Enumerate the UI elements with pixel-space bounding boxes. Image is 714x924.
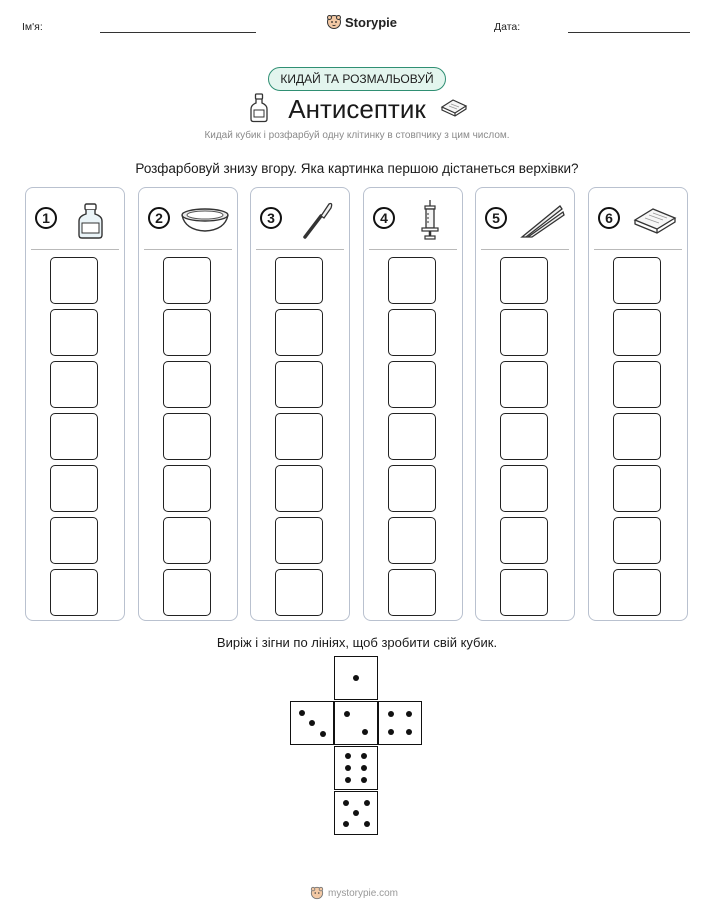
column-6 [588, 187, 688, 621]
column-1 [25, 187, 125, 621]
die-pip [320, 731, 326, 737]
color-cell[interactable] [50, 465, 98, 512]
color-cell[interactable] [50, 361, 98, 408]
color-cell[interactable] [50, 413, 98, 460]
die-face-3 [290, 701, 334, 745]
syringe-icon [404, 200, 456, 240]
column-divider [369, 249, 457, 250]
column-number: 5 [485, 207, 507, 229]
color-cell[interactable] [613, 465, 661, 512]
die-face-1 [334, 656, 378, 700]
column-2 [138, 187, 238, 621]
color-cell[interactable] [500, 309, 548, 356]
column-4 [363, 187, 463, 621]
scalpel-icon [291, 200, 343, 240]
color-cell[interactable] [613, 413, 661, 460]
color-cell[interactable] [275, 309, 323, 356]
die-pip [364, 821, 370, 827]
color-cell[interactable] [613, 361, 661, 408]
die-face-6 [334, 746, 378, 790]
die-net [290, 656, 424, 836]
footer [310, 886, 398, 900]
color-cell[interactable] [388, 361, 436, 408]
activity-badge: КИДАЙ ТА РОЗМАЛЬОВУЙ [268, 67, 446, 91]
die-pip [361, 753, 367, 759]
die-pip [343, 800, 349, 806]
color-cell[interactable] [275, 517, 323, 564]
name-line[interactable] [100, 32, 256, 33]
column-number: 6 [598, 207, 620, 229]
column-number: 3 [260, 207, 282, 229]
color-cell[interactable] [50, 517, 98, 564]
tweezers-icon [516, 200, 568, 240]
die-pip [309, 720, 315, 726]
column-divider [594, 249, 682, 250]
die-pip [344, 711, 350, 717]
color-cell[interactable] [388, 413, 436, 460]
color-cell[interactable] [388, 465, 436, 512]
die-pip [406, 711, 412, 717]
color-cell[interactable] [163, 517, 211, 564]
color-cell[interactable] [388, 309, 436, 356]
die-pip [353, 675, 359, 681]
brand-name: Storypie [345, 14, 398, 30]
cube-instruction: Виріж і зігни по лініях, щоб зробити свій кубик. [216, 635, 498, 650]
color-cell[interactable] [500, 257, 548, 304]
color-cell[interactable] [500, 517, 548, 564]
column-5 [475, 187, 575, 621]
title-gauze-icon [440, 97, 468, 117]
color-cell[interactable] [163, 309, 211, 356]
die-pip [388, 729, 394, 735]
gauze-pad-icon [629, 200, 681, 240]
color-cell[interactable] [275, 257, 323, 304]
color-cell[interactable] [388, 257, 436, 304]
die-pip [345, 753, 351, 759]
die-pip [345, 777, 351, 783]
color-cell[interactable] [275, 361, 323, 408]
die-pip [343, 821, 349, 827]
die-pip [345, 765, 351, 771]
column-number: 2 [148, 207, 170, 229]
color-cell[interactable] [613, 569, 661, 616]
title-bottle-icon [249, 93, 269, 123]
color-cell[interactable] [163, 465, 211, 512]
color-cell[interactable] [613, 309, 661, 356]
column-number: 4 [373, 207, 395, 229]
color-cell[interactable] [50, 569, 98, 616]
color-cell[interactable] [388, 569, 436, 616]
date-line[interactable] [568, 32, 690, 33]
die-pip [406, 729, 412, 735]
subtitle: Кидай кубик і розфарбуй одну клітинку в стовпчику з цим числом. [204, 130, 510, 141]
color-cell[interactable] [500, 413, 548, 460]
storypie-mascot-icon [326, 14, 342, 30]
die-pip [361, 765, 367, 771]
color-cell[interactable] [500, 361, 548, 408]
die-pip [299, 710, 305, 716]
color-cell[interactable] [388, 517, 436, 564]
column-divider [31, 249, 119, 250]
brand-logo [326, 14, 397, 30]
bowl-icon [179, 200, 231, 240]
column-divider [256, 249, 344, 250]
column-divider [144, 249, 232, 250]
date-label: Дата: [494, 21, 521, 33]
color-cell[interactable] [163, 361, 211, 408]
column-number: 1 [35, 207, 57, 229]
die-pip [362, 729, 368, 735]
die-pip [361, 777, 367, 783]
die-pip [364, 800, 370, 806]
name-label: Ім'я: [22, 21, 43, 33]
die-face-4 [378, 701, 422, 745]
color-cell[interactable] [50, 257, 98, 304]
column-3 [250, 187, 350, 621]
footer-mascot-icon [310, 886, 324, 900]
page-title: Антисептик [288, 94, 426, 124]
die-pip [353, 810, 359, 816]
color-cell[interactable] [50, 309, 98, 356]
die-face-2 [334, 701, 378, 745]
die-face-5 [334, 791, 378, 835]
color-cell[interactable] [500, 569, 548, 616]
color-cell[interactable] [163, 257, 211, 304]
color-cell[interactable] [163, 569, 211, 616]
color-cell[interactable] [275, 465, 323, 512]
die-pip [388, 711, 394, 717]
color-cell[interactable] [613, 257, 661, 304]
color-cell[interactable] [500, 465, 548, 512]
color-cell[interactable] [163, 413, 211, 460]
bottle-icon [66, 200, 118, 240]
column-divider [481, 249, 569, 250]
color-cell[interactable] [275, 569, 323, 616]
color-cell[interactable] [613, 517, 661, 564]
footer-url[interactable]: mystorypie.com [328, 887, 399, 899]
color-cell[interactable] [275, 413, 323, 460]
instruction-text: Розфарбовуй знизу вгору. Яка картинка першою дістанеться верхівки? [135, 161, 579, 176]
